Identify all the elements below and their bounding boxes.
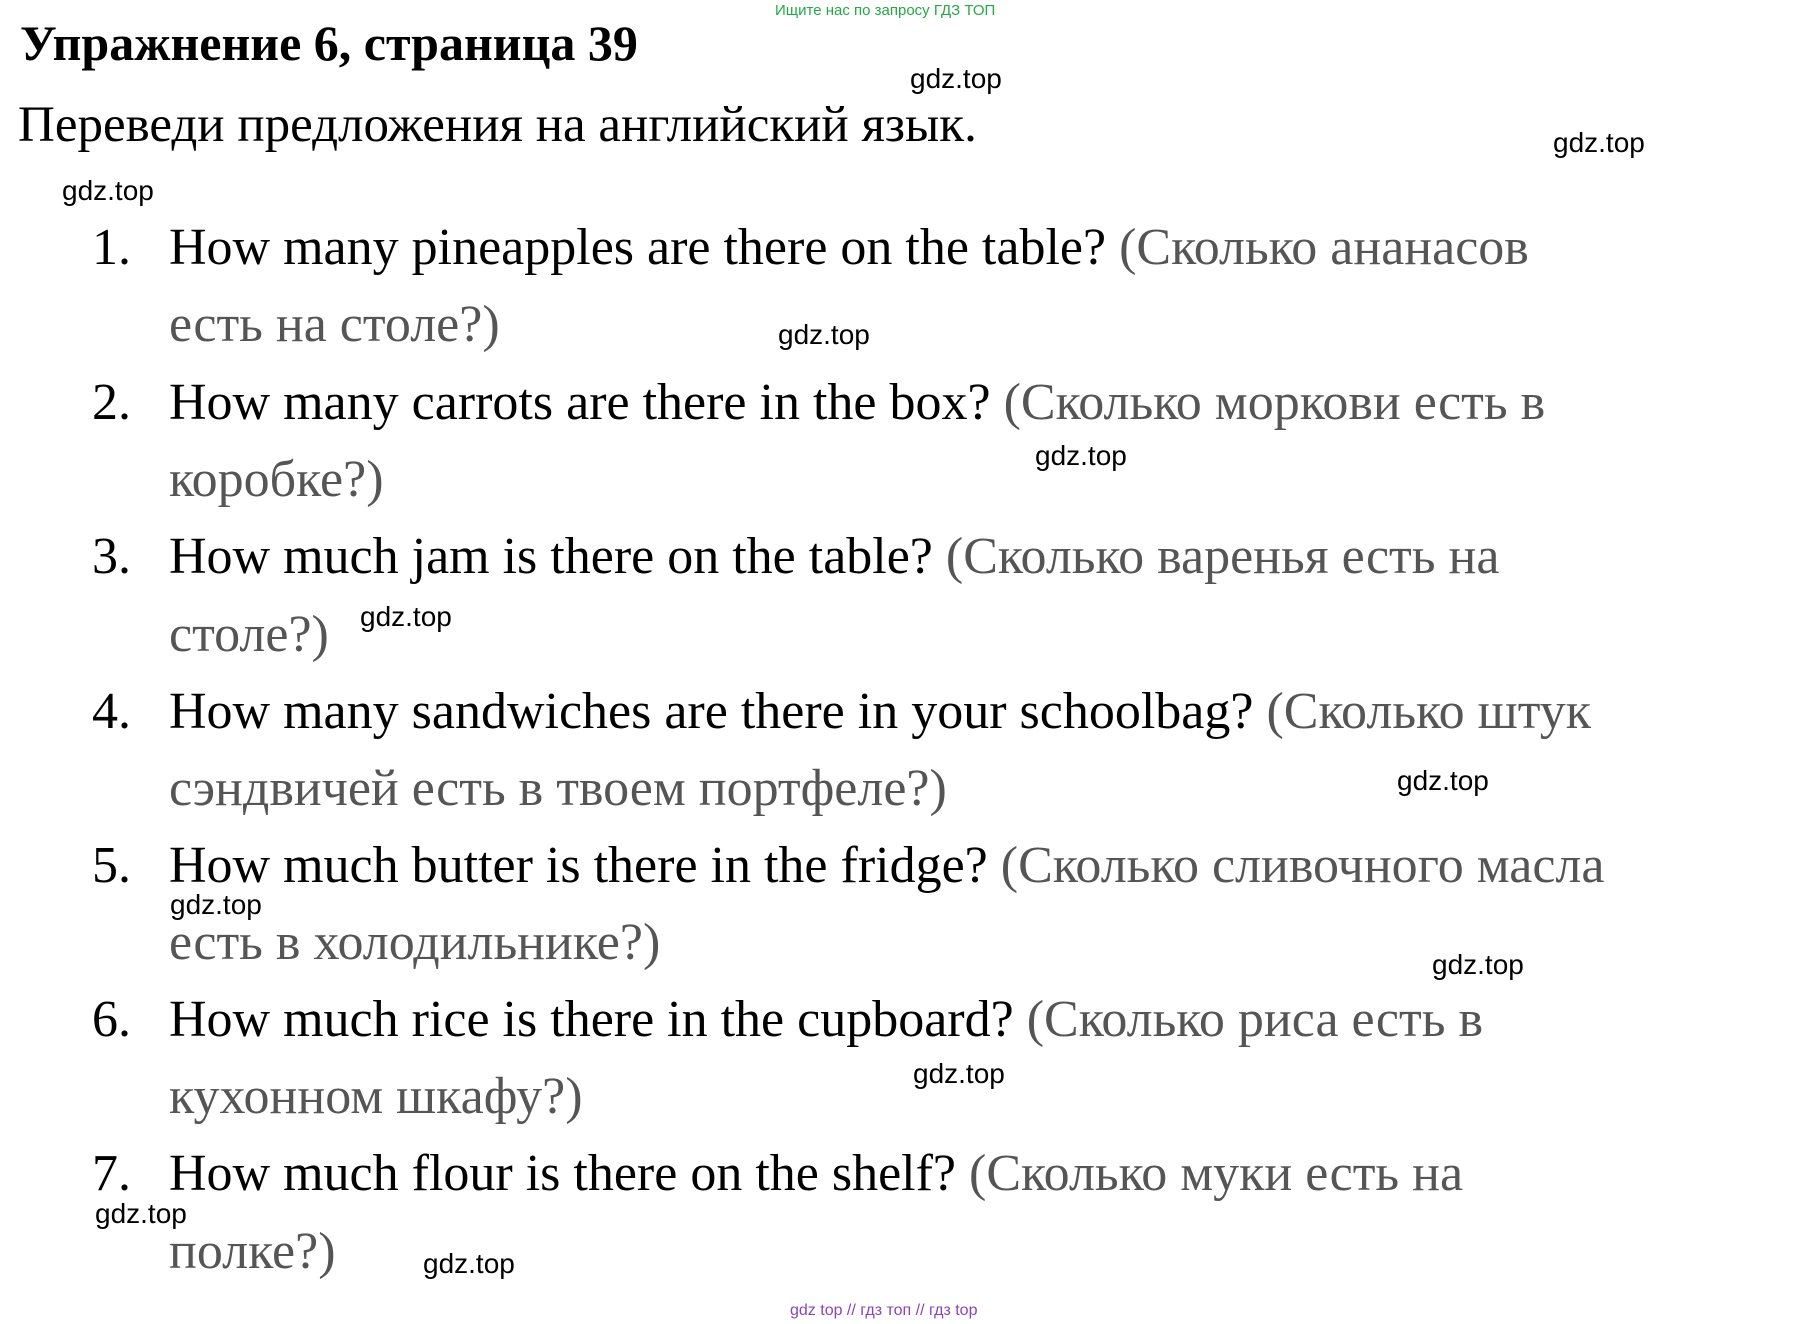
top-banner-text: Ищите нас по запросу ГДЗ ТОП [775,2,996,19]
watermark-text: gdz.top [170,889,262,920]
item-number: 1. [92,219,131,276]
russian-translation: (Сколько муки есть на [969,1145,1464,1202]
item-line-1 [169,374,1546,431]
item-number: 3. [92,528,131,585]
russian-translation-continued: кухонном шкафу?) [169,1068,583,1125]
russian-translation-continued: коробке?) [169,451,384,508]
english-sentence: How many pineapples are there on the table? [169,219,1107,276]
item-line-1 [169,991,1483,1048]
english-sentence: How much butter is there in the fridge? [169,837,988,894]
item-line-1 [169,219,1529,276]
item-number: 6. [92,991,131,1048]
item-line-1 [169,528,1500,585]
watermark-text: gdz.top [913,1058,1005,1089]
english-sentence: How many carrots are there in the box? [169,374,991,431]
russian-translation: (Сколько моркови есть в [1003,374,1546,431]
russian-translation: (Сколько штук [1266,683,1592,740]
item-line-1 [169,837,1605,894]
watermark-text: gdz.top [1035,440,1127,471]
russian-translation: (Сколько ананасов [1119,219,1529,276]
page-title: Упражнение 6, страница 39 [20,15,638,71]
english-sentence: How many sandwiches are there in your schoolbag? [169,683,1254,740]
russian-translation-continued: сэндвичей есть в твоем портфеле?) [169,760,947,817]
watermark-text: gdz.top [360,601,452,632]
instruction-text: Переведи предложения на английский язык. [18,97,977,153]
english-sentence: How much rice is there in the cupboard? [169,991,1014,1048]
item-number: 4. [92,683,131,740]
watermark-text: gdz.top [423,1248,515,1279]
footer-text: gdz top // гдз топ // гдз top [790,1302,978,1319]
item-line-1 [169,683,1592,740]
item-number: 2. [92,374,131,431]
english-sentence: How much flour is there on the shelf? [169,1145,957,1202]
russian-translation-continued: есть в холодильнике?) [169,914,661,971]
watermark-text: gdz.top [1432,949,1524,980]
russian-translation: (Сколько риса есть в [1026,991,1483,1048]
watermark-text: gdz.top [778,319,870,350]
russian-translation: (Сколько варенья есть на [945,528,1500,585]
item-number: 5. [92,837,131,894]
watermark-text: gdz.top [1397,765,1489,796]
watermark-text: gdz.top [95,1198,187,1229]
russian-translation: (Сколько сливочного масла [1000,837,1605,894]
item-line-1 [169,1145,1464,1202]
watermark-text: gdz.top [1553,127,1645,158]
item-number: 7. [92,1145,131,1202]
russian-translation-continued: столе?) [169,606,329,663]
watermark-text: gdz.top [62,175,154,206]
english-sentence: How much jam is there on the table? [169,528,933,585]
russian-translation-continued: полке?) [169,1223,336,1280]
russian-translation-continued: есть на столе?) [169,296,500,353]
watermark-text: gdz.top [910,63,1002,94]
